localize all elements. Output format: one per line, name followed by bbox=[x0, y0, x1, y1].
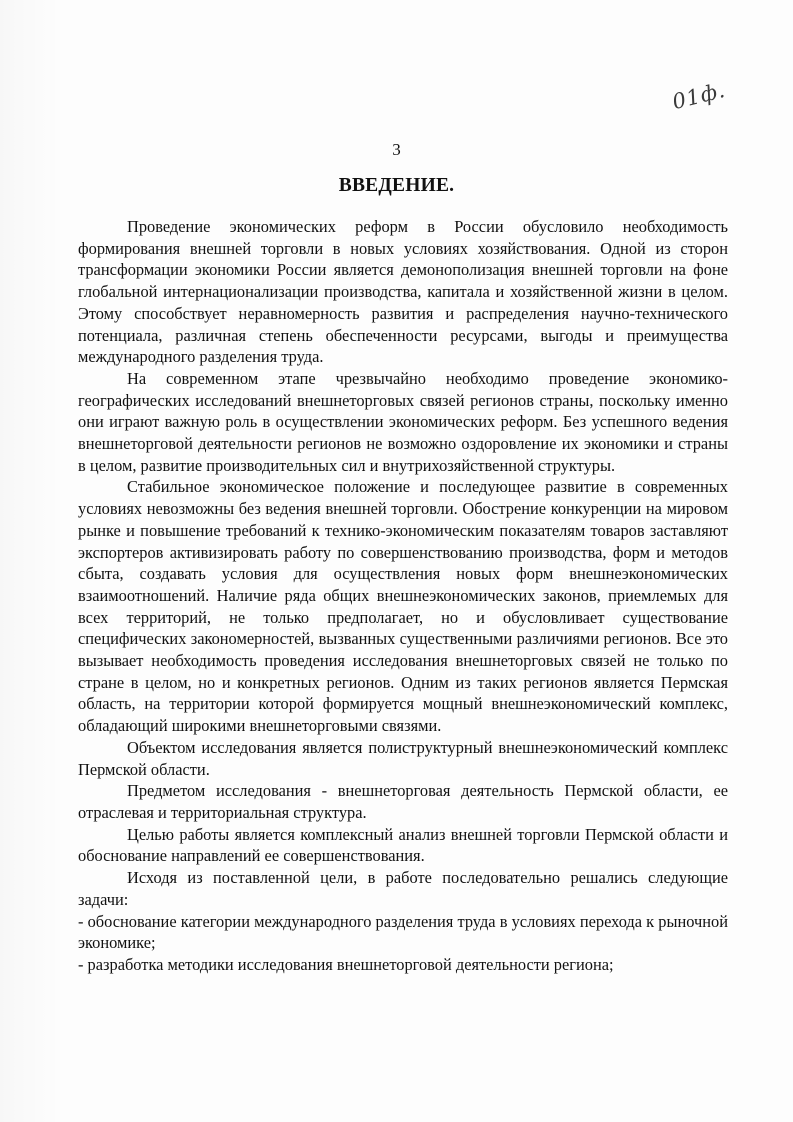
paragraph-goal: Целью работы является комплексный анализ внешней торговли Пермской области и обоснование направлений ее совершенствования. bbox=[78, 824, 728, 866]
paragraph-stable-position: Стабильное экономическое положение и последующее развитие в современных условиях невозможны без ведения внешней торговли. Обострение конкуренции на мировом рынке и повышение требований к технико-экономическим показателям товаров заставляют экспортеров активизировать работу по совершенствованию производства, форм и методов сбыта, создавать условия для осуществления новых форм внешнеэкономических взаимоотношений. Наличие ряда общих внешнеэкономических законов, приемлемых для всех территорий, не только предполагает, но и обусловливает существование специфических закономерностей, вызванных существенными различиями регионов. Все это вызывает необходимость проведения исследования внешнеторговых связей не только по стране в целом, но и конкретных регионов. Одним из таких регионов является Пермская область, на территории которой формируется мощный внешнеэкономический комплекс, обладающий широкими внешнеторговыми связями. bbox=[78, 477, 728, 736]
list-item-task: - обоснование категории международного разделения труда в условиях перехода к рыночной экономике; bbox=[78, 911, 728, 953]
paragraph-current-stage: На современном этапе чрезвычайно необходимо проведение экономико-географических исследований внешнеторговых связей регионов страны, поскольку именно они играют важную роль в осуществлении экономических реформ. Без успешного ведения внешнеторговой деятельности регионов не возможно оздоровление их экономики и страны в целом, развитие производительных сил и внутрихозяйственной структуры. bbox=[78, 368, 728, 475]
paragraph-reforms: Проведение экономических реформ в России обусловило необходимость формирования внешней торговли в новых условиях хозяйствования. Одной из сторон трансформации экономики России является демонополизация внешней торговли на фоне глобальной интернационализации производства, капитала и хозяйственной жизни в целом. Этому способствует неравномерность развития и распределения научно-технического потенциала, различная степень обеспеченности ресурсами, выгоды и преимущества международного разделения труда. bbox=[78, 217, 728, 367]
paragraph-tasks-intro: Исходя из поставленной цели, в работе последовательно решались следующие задачи: bbox=[78, 868, 728, 909]
body-text bbox=[78, 216, 728, 976]
list-item-task: - разработка методики исследования внешнеторговой деятельности региона; bbox=[78, 954, 614, 974]
paragraph-research-subject: Предметом исследования - внешнеторговая деятельность Пермской области, ее отраслевая и территориальная структура. bbox=[78, 781, 728, 822]
page-number: 3 bbox=[392, 140, 401, 159]
handwritten-mark: 01ф. bbox=[669, 77, 728, 115]
section-title: ВВЕДЕНИЕ. bbox=[338, 175, 455, 196]
scan-shadow bbox=[0, 0, 60, 1122]
paragraph-research-object: Объектом исследования является полиструктурный внешнеэкономический комплекс Пермской области. bbox=[78, 737, 728, 779]
